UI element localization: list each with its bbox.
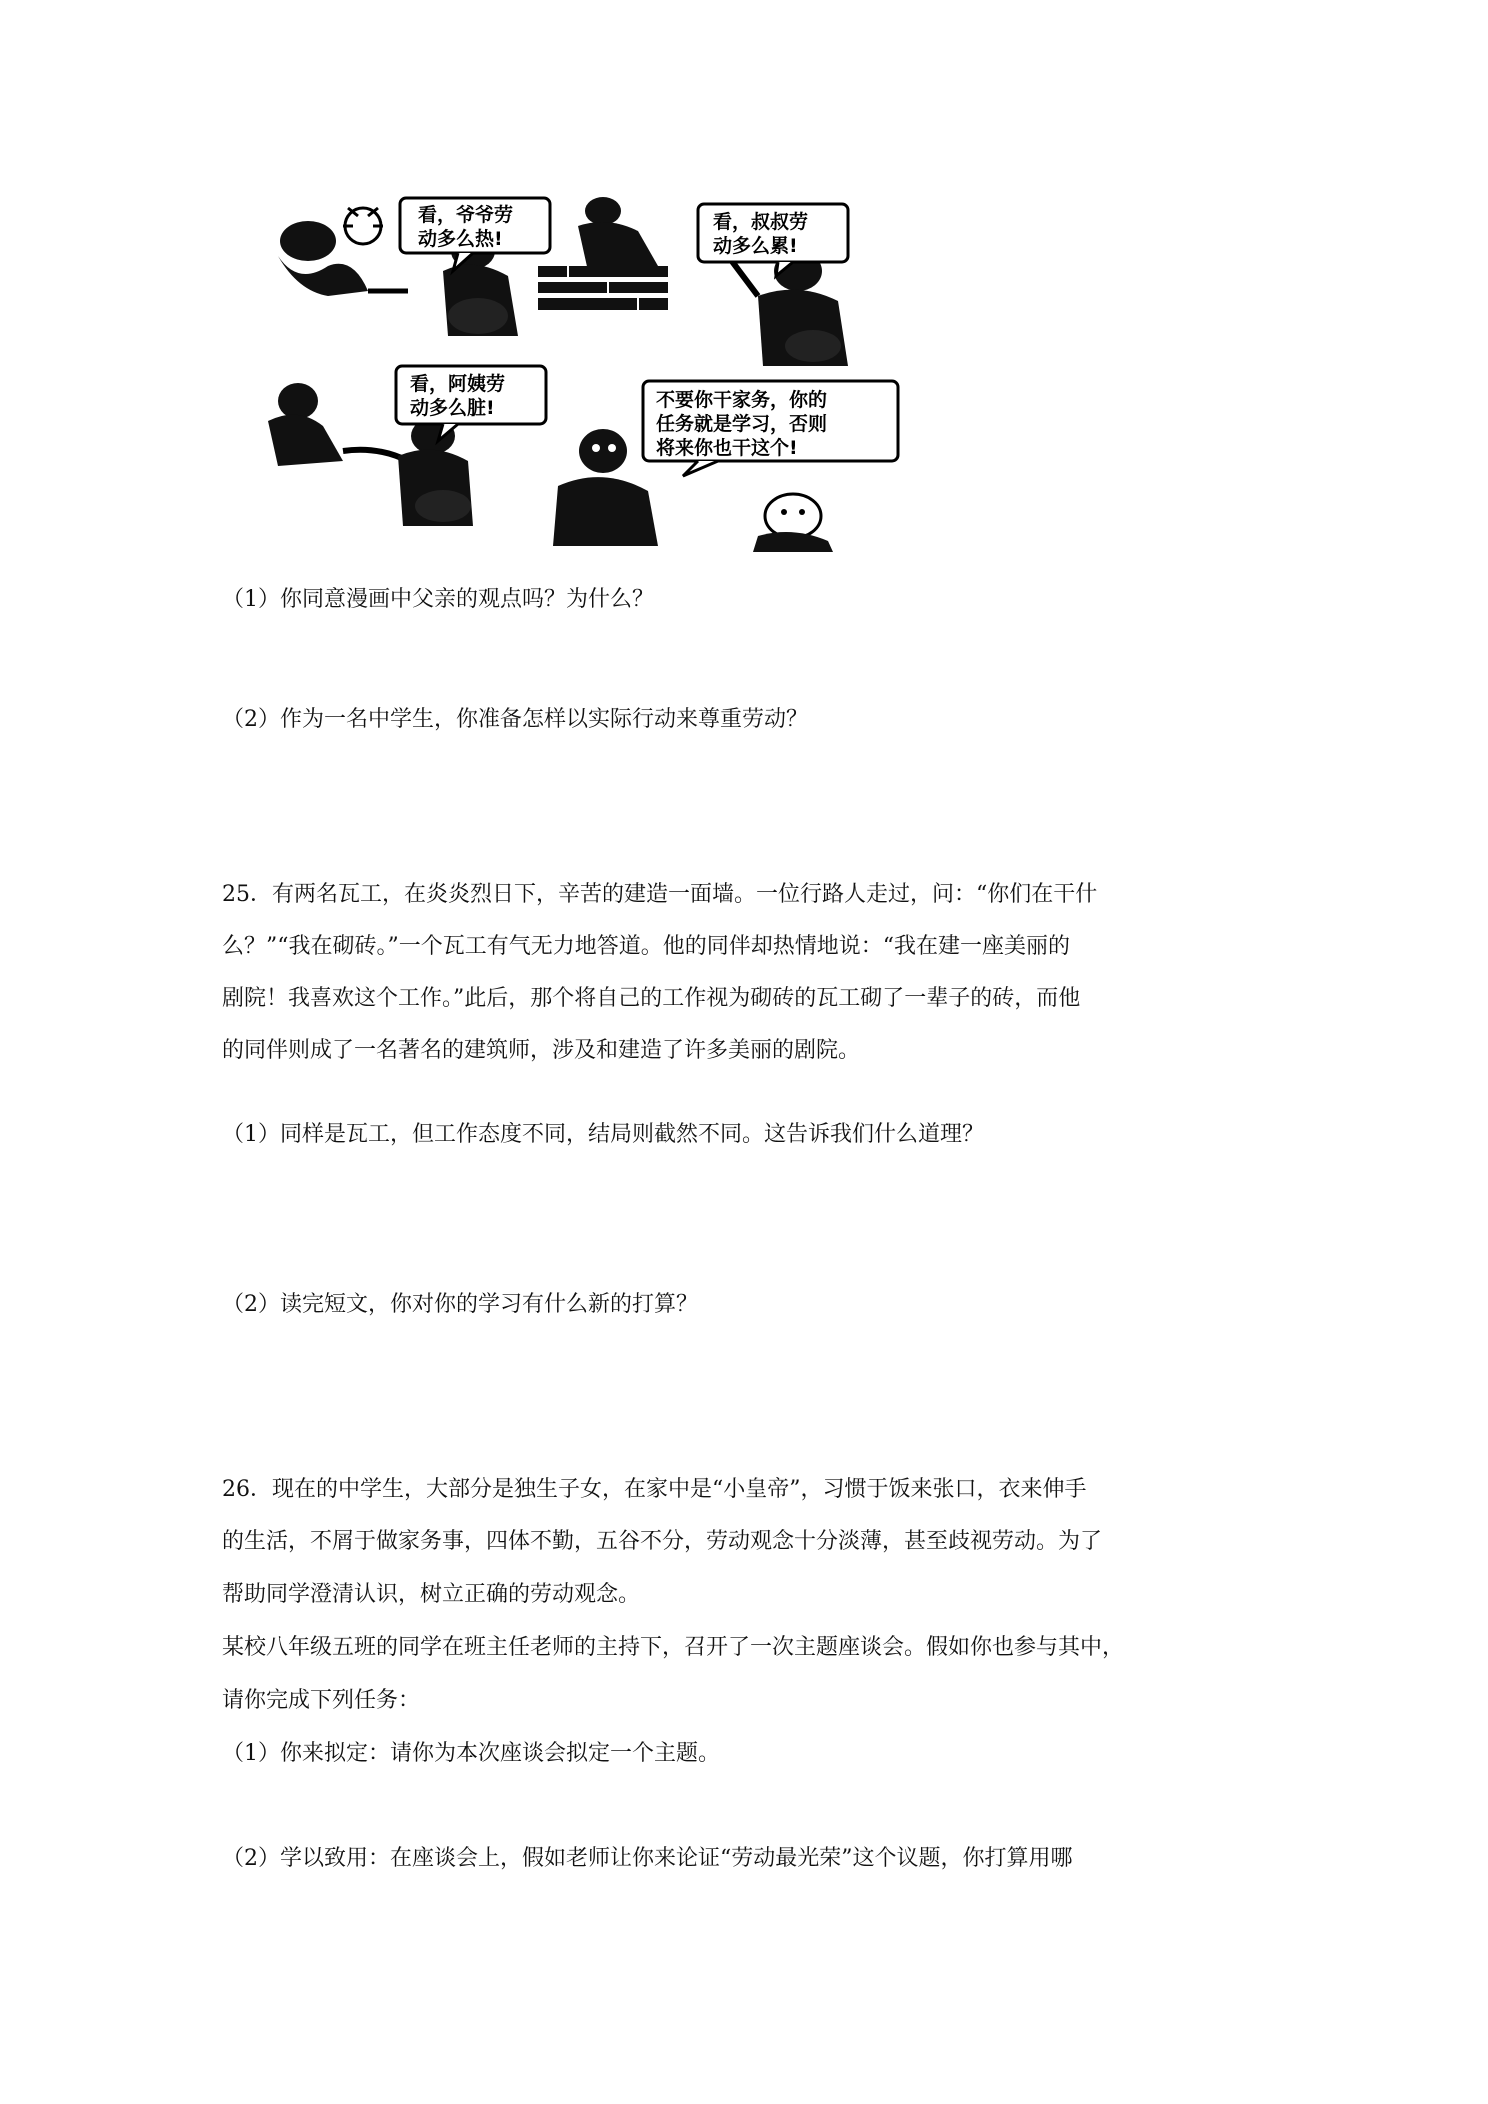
q26-line2: 的生活，不屑于做家务事，四体不勤，五谷不分，劳动观念十分淡薄，甚至歧视劳动。为了 xyxy=(222,1529,1103,1554)
q25-line2: 么？”“我在砌砖。”一个瓦工有气无力地答道。他的同伴却热情地说：“我在建一座美丽的 xyxy=(222,934,1070,959)
q26-line1: 26．现在的中学生，大部分是独生子女，在家中是“小皇帝”，习惯于饭来张口，衣来伸手 xyxy=(222,1477,1087,1502)
panel-aunt xyxy=(268,366,546,526)
bubble-father-line2: 任务就是学习，否则 xyxy=(656,413,828,435)
bubble-uncle-line1: 看，叔叔劳 xyxy=(713,211,809,233)
panel-father xyxy=(553,381,898,552)
q26-line3: 帮助同学澄清认识，树立正确的劳动观念。 xyxy=(222,1582,641,1607)
q25-line3: 剧院！我喜欢这个工作。”此后，那个将自己的工作视为砌砖的瓦工砌了一辈子的砖，而他 xyxy=(222,986,1081,1011)
q26-line5: 请你完成下列任务： xyxy=(222,1688,421,1713)
bubble-aunt-line1: 看，阿姨劳 xyxy=(410,373,506,395)
q25-line1: 25．有两名瓦工，在炎炎烈日下，辛苦的建造一面墙。一位行路人走过，问：“你们在干什 xyxy=(222,882,1098,907)
q26-sub2: （2）学以致用：在座谈会上，假如老师让你来论证“劳动最光荣”这个议题，你打算用哪 xyxy=(222,1846,1073,1871)
q25-line4: 的同伴则成了一名著名的建筑师，涉及和建造了许多美丽的剧院。 xyxy=(222,1038,861,1063)
bubble-grandpa-line2: 动多么热! xyxy=(418,228,503,250)
q24-sub2: （2）作为一名中学生，你准备怎样以实际行动来尊重劳动？ xyxy=(222,707,808,732)
bubble-uncle-line2: 动多么累! xyxy=(713,235,798,257)
q25-sub2: （2）读完短文，你对你的学习有什么新的打算？ xyxy=(222,1292,698,1317)
bubble-father-line1: 不要你干家务，你的 xyxy=(656,389,828,411)
q25-sub1: （1）同样是瓦工，但工作态度不同，结局则截然不同。这告诉我们什么道理？ xyxy=(222,1122,984,1147)
q26-sub1: （1）你来拟定：请你为本次座谈会拟定一个主题。 xyxy=(222,1741,720,1766)
bubble-aunt-line2: 动多么脏! xyxy=(410,397,495,419)
cartoon-illustration xyxy=(258,196,1258,552)
q26-line4: 某校八年级五班的同学在班主任老师的主持下，召开了一次主题座谈会。假如你也参与其中， xyxy=(222,1635,1125,1660)
panel-grandpa xyxy=(278,198,550,336)
bubble-grandpa-line1: 看，爷爷劳 xyxy=(418,204,514,226)
q24-sub1: （1）你同意漫画中父亲的观点吗？为什么？ xyxy=(222,587,654,612)
bubble-father-line3: 将来你也干这个! xyxy=(656,437,798,459)
panel-uncle xyxy=(538,197,848,366)
